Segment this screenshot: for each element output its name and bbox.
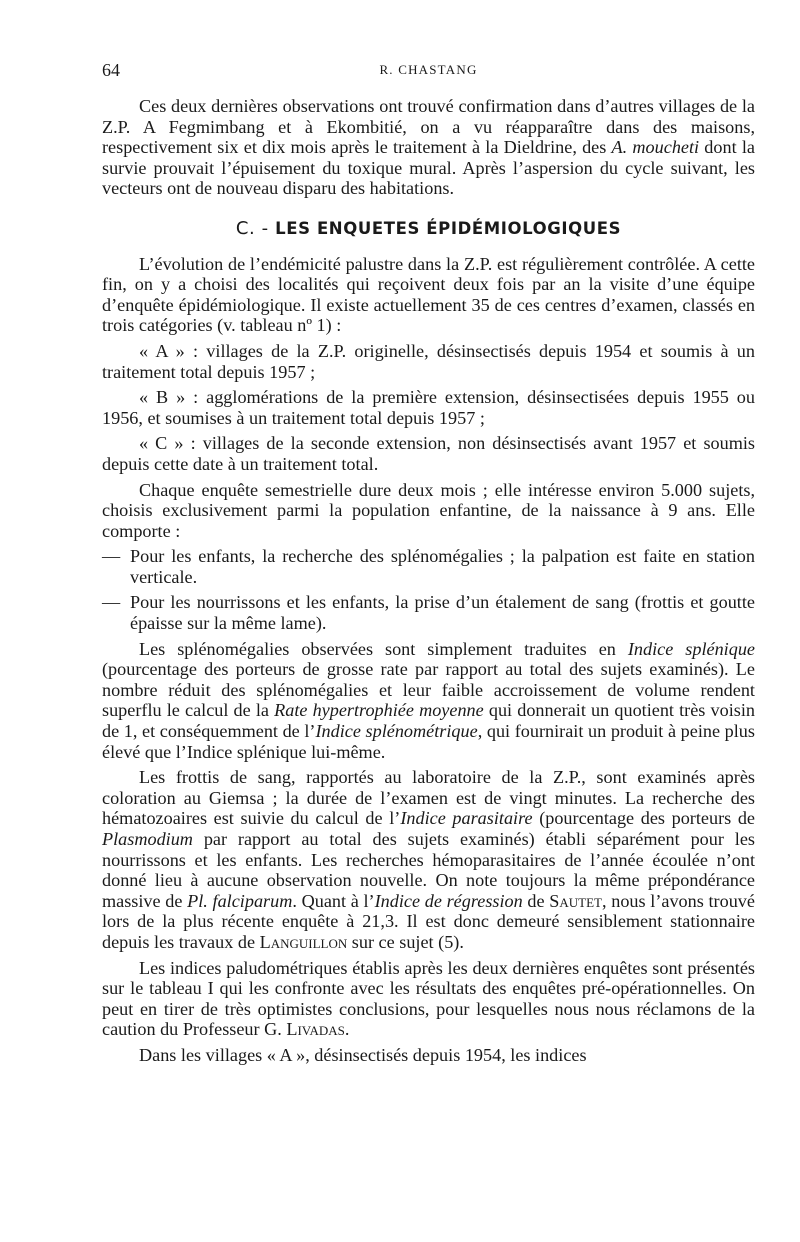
text-run: Ces deux dernières observations ont trouvé confirmation dans d’autres villages de la Z.P. A Fegmimbang et à Ekombitié, on a vu réapparaître dans des maisons, respectivement six et dix mois après le traitement à la Dieldrine, des <box>102 96 755 158</box>
term-italic: Rate hypertrophiée moyenne <box>274 700 484 721</box>
text-run: qui donnerait un quotient très voisin de 1, et conséquemment de l’ <box>102 700 755 742</box>
paragraph-frottis <box>102 767 755 952</box>
category-a: « A » : villages de la Z.P. originelle, désinsectisés depuis 1954 et soumis à un traitement total depuis 1957 ; <box>102 340 755 382</box>
text-run: , nous l’avons trouvé lors de la plus récente enquête à 21,3. Il est donc demeuré sensiblement stationnaire depuis les travaux de <box>102 890 755 952</box>
dash-marker: — <box>102 592 121 613</box>
term-italic: Plasmodium <box>102 829 193 849</box>
category-b: « B » : agglomérations de la première extension, désinsectisées depuis 1955 ou 1956, et soumises à un traitement total depuis 1957 ; <box>102 387 755 428</box>
paragraph-villages-a: Dans les villages « A », désinsectisés depuis 1954, les indices <box>139 1044 587 1065</box>
list-item-nourrissons <box>102 592 755 633</box>
section-heading <box>102 219 755 240</box>
paragraph-evolution: L’évolution de l’endémicité palustre dans la Z.P. est régulièrement contrôlée. A cette fin, on y a choisi des localités qui reçoivent deux fois par an la visite d’une équipe d’enquête épidémiologique. Il existe actuellement 35 de ces centres d’examen, classés en trois catégories (v. tableau nº 1) : <box>102 253 755 336</box>
list-item-text: Pour les nourrissons et les enfants, la prise d’un étalement de sang (frottis et goutte épaisse sur la même lame). <box>130 592 755 634</box>
text-run: (pourcentage des porteurs de grosse rate par rapport au total des sujets examinés). Le nombre réduit des splénomégalies et leur faible accroissement de volume rendent superflu le calcul de la <box>102 659 755 721</box>
paragraph-indices <box>102 958 755 1040</box>
text-run: . Quant à l’ <box>292 890 375 911</box>
text-run: (pourcentage des porteurs de <box>532 808 756 829</box>
text-run: dont la survie prouvait l’épuisement du toxique mural. Après l’aspersion du cycle suivant, les vecteurs ont de nouveau disparu des habitations. <box>102 137 755 199</box>
page-header <box>102 60 755 84</box>
category-c: « C » : villages de la seconde extension, non désinsectisés avant 1957 et soumis depuis cette date à un traitement total. <box>102 433 755 474</box>
paragraph-splenomegalies <box>102 639 755 763</box>
paragraph-observations <box>102 96 755 199</box>
running-head: R. CHASTANG <box>379 62 478 77</box>
list-item-text: Pour les enfants, la recherche des splénomégalies ; la palpation est faite en station verticale. <box>130 546 755 587</box>
author-name: Languillon <box>259 931 348 952</box>
text-run: , qui fournirait un produit à peine plus élevé que l’Indice splénique lui-même. <box>102 721 755 762</box>
term-italic: Indice parasitaire <box>400 808 533 829</box>
author-name: G. Livadas <box>264 1019 345 1040</box>
body-text <box>102 96 755 1071</box>
section-letter: C. - <box>235 217 269 239</box>
species-name: A. moucheti <box>611 137 700 158</box>
page-number: 64 <box>102 60 120 80</box>
text-run: . <box>344 1019 350 1040</box>
list-item-enfants <box>102 546 755 587</box>
dash-marker: — <box>102 546 121 567</box>
text-run: sur ce sujet (5). <box>347 931 464 952</box>
term-italic: Pl. falciparum <box>187 890 293 911</box>
author-name: Sautet <box>549 890 602 911</box>
term-italic: Indice splénométrique <box>315 721 478 742</box>
text-run: Les indices paludométriques établis après les deux dernières enquêtes sont présentés sur le tableau I qui les confronte avec les résultats des enquêtes pré-opérationnelles. On peut en tirer de très optimistes conclusions, pour lesquelles nous nous réclamons de la caution du Professeur <box>102 957 755 1040</box>
section-title: LES ENQUETES ÉPIDÉMIOLOGIQUES <box>275 218 622 238</box>
term-italic: Indice de régression <box>374 890 523 911</box>
paragraph-enquete: Chaque enquête semestrielle dure deux mois ; elle intéresse environ 5.000 sujets, choisis exclusivement parmi la population enfantine, de la naissance à 9 ans. Elle comporte : <box>102 479 755 541</box>
text-run: Les splénomégalies observées sont simplement traduites en <box>139 638 628 659</box>
term-italic: Indice splénique <box>627 638 755 659</box>
text-run: par rapport au total des sujets examinés) établi séparément pour les nourrissons et les enfants. Les recherches hémoparasitaires de l’année écoulée n’ont donné lieu à aucune observation nouvelle. On note toujours la même prépondérance massive de <box>102 829 755 911</box>
text-run: de <box>522 890 550 911</box>
text-run: Les frottis de sang, rapportés au laboratoire de la Z.P., sont examinés après coloration au Giemsa ; la durée de l’examen est de vingt minutes. La recherche des hématozoaires est suivie du calcul de l’ <box>102 767 755 829</box>
